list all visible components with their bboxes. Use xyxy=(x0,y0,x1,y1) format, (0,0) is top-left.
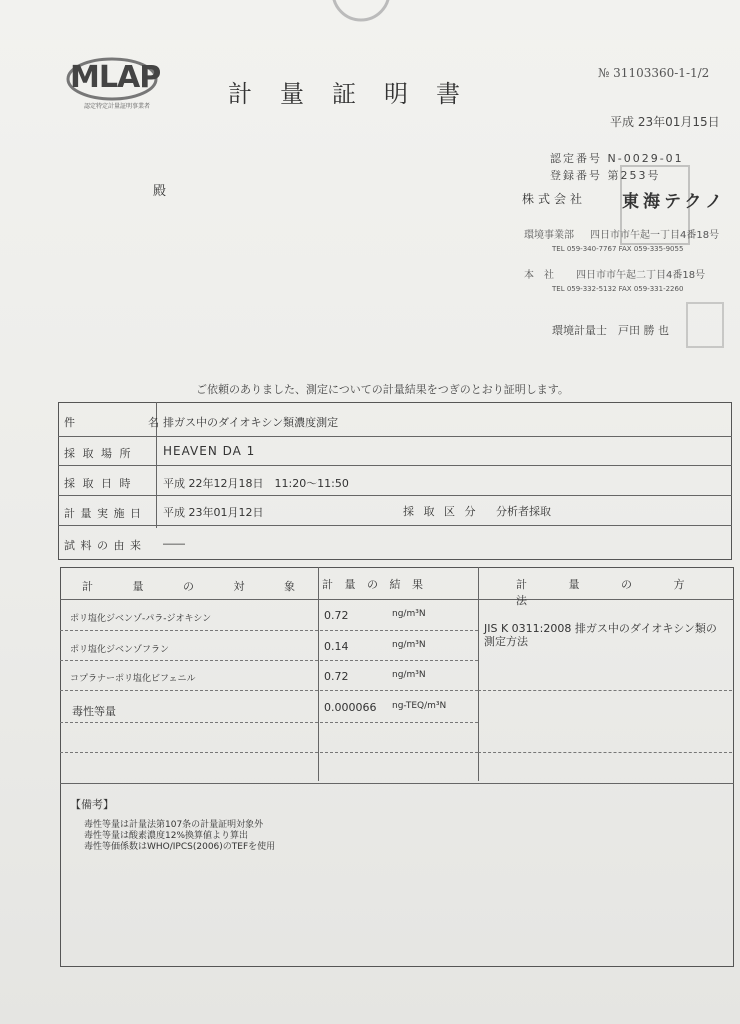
registration-number: 登録番号 第253号 xyxy=(550,169,661,182)
seal-mark-icon xyxy=(330,0,392,26)
result-row-4-unit: ng-TEQ/m³N xyxy=(392,701,447,711)
certificate-number: № 31103360-1-1/2 xyxy=(598,66,710,80)
measurer-seal-icon xyxy=(686,302,724,348)
location-value: HEAVEN DA 1 xyxy=(163,444,256,458)
addressee: 殿 xyxy=(153,184,167,199)
notes-label: 【備考】 xyxy=(70,798,114,811)
note-line-3: 毒性等価係数はWHO/IPCS(2006)のTEFを使用 xyxy=(84,842,276,852)
subject-value: 排ガス中のダイオキシン類濃度測定 xyxy=(163,416,339,429)
result-row-1-name: ポリ塩化ジベンゾ-パラ-ジオキシン xyxy=(70,614,212,624)
measure-date-value: 平成 23年01月12日 xyxy=(163,506,264,519)
result-row-3-name: コプラナーポリ塩化ビフェニル xyxy=(70,674,196,684)
company-name: 東海テクノ xyxy=(622,192,726,212)
issue-date: 平成 23年01月15日 xyxy=(610,115,720,129)
result-row-4-value: 0.000066 xyxy=(324,701,377,714)
logo-text: MLAP xyxy=(70,60,161,95)
hq-address: 四日市市午起二丁目4番18号 xyxy=(576,270,706,281)
page-title: 計量証明書 xyxy=(228,80,488,108)
result-row-3-unit: ng/m³N xyxy=(392,670,426,680)
certification-number: 認定番号 N-0029-01 xyxy=(550,152,684,165)
office-address: 四日市市午起一丁目4番18号 xyxy=(590,230,720,241)
intro-statement: ご依頼のありました、測定についての計量結果をつぎのとおり証明します。 xyxy=(196,383,569,396)
method-value: JIS K 0311:2008 排ガス中のダイオキシン類の測定方法 xyxy=(484,622,717,648)
subject-label: 件 名 xyxy=(64,416,169,429)
date-label: 採 取 日 時 xyxy=(64,477,133,490)
category-label: 採 取 区 分 xyxy=(403,505,479,518)
date-value: 平成 22年12月18日 11:20～11:50 xyxy=(163,477,349,490)
col-header-result: 計 量 の 結 果 xyxy=(322,578,427,591)
measurer-name: 環境計量士 戸田 勝 也 xyxy=(552,324,669,337)
hq-label: 本 社 xyxy=(524,270,554,281)
result-row-1-value: 0.72 xyxy=(324,609,349,622)
office-phone: TEL 059-340-7767 FAX 059-335-9055 xyxy=(552,245,684,253)
location-label: 採 取 場 所 xyxy=(64,447,133,460)
result-row-4-name: 毒性等量 xyxy=(72,705,116,718)
result-row-1-unit: ng/m³N xyxy=(392,609,426,619)
logo-subtext: 認定特定計量証明事業者 xyxy=(84,103,151,110)
company-prefix: 株式会社 xyxy=(522,192,587,206)
result-row-2-value: 0.14 xyxy=(324,640,349,653)
note-line-1: 毒性等量は計量法第107条の計量証明対象外 xyxy=(84,820,264,830)
office-label: 環境事業部 xyxy=(524,230,574,241)
category-value: 分析者採取 xyxy=(496,505,551,518)
result-row-2-unit: ng/m³N xyxy=(392,640,426,650)
origin-value: ―― xyxy=(163,537,185,550)
measure-date-label: 計 量 実 施 日 xyxy=(64,507,142,520)
note-line-2: 毒性等量は酸素濃度12%換算値より算出 xyxy=(84,831,249,841)
result-row-2-name: ポリ塩化ジベンゾフラン xyxy=(70,645,170,655)
col-header-method: 計 量 の 方 法 xyxy=(516,578,695,607)
col-header-target: 計 量 の 対 象 xyxy=(82,580,305,593)
hq-phone: TEL 059-332-5132 FAX 059-331-2260 xyxy=(552,285,684,293)
origin-label: 試 料 の 由 来 xyxy=(64,539,142,552)
result-row-3-value: 0.72 xyxy=(324,670,349,683)
